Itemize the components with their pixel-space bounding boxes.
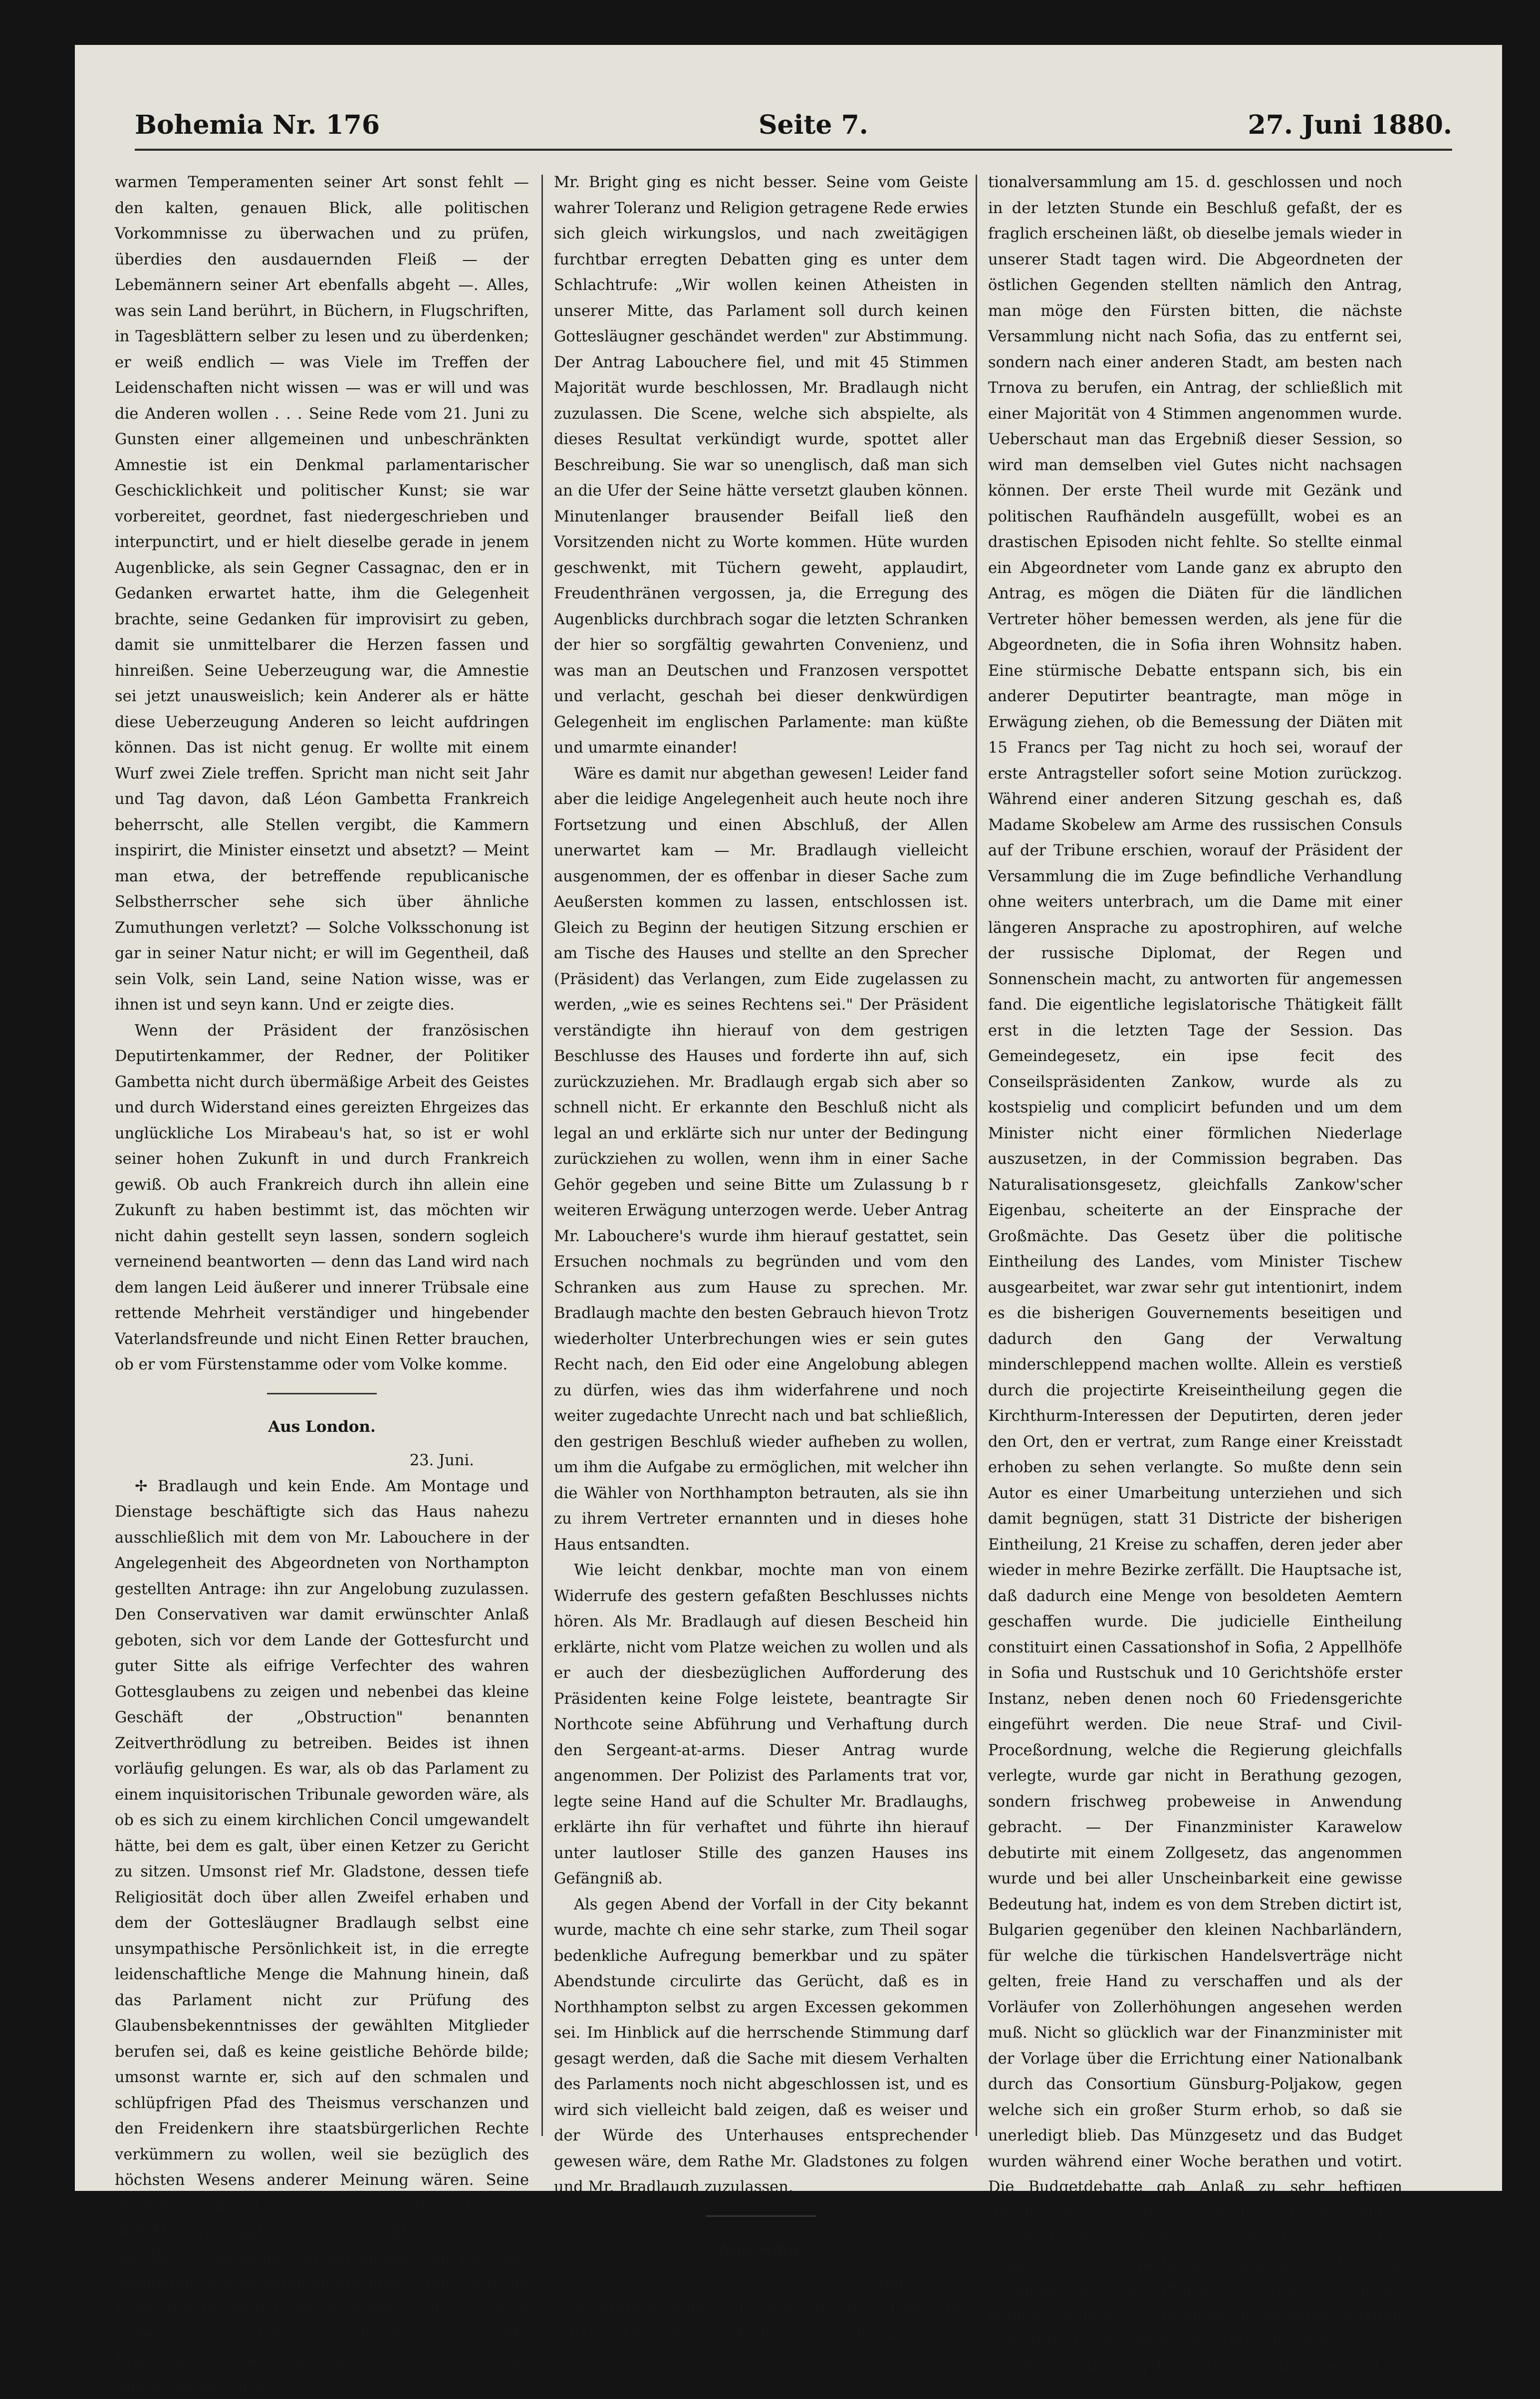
column-1: [115, 170, 529, 2395]
section-rule: [706, 2215, 816, 2217]
article-paragraph: Mr. Bright ging es nicht besser. Seine vom Geiste wahrer Toleranz und Religion getragene Rede erwies sich gleich wirkungslos, und nach zweitägigen furchtbar erregten Debatten ging es unter dem Schlachtrufe: „Wir wollen keinen Atheisten in unserer Mitte, das Parlament soll durch keinen Gottesläugner geschändet werden" zur Abstimmung. Der Antrag Labouchere fiel, und mit 45 Stimmen Majorität wurde beschlossen, Mr. Bradlaugh nicht zuzulassen. Die Scene, welche sich abspielte, als dieses Resultat verkündigt wurde, spottet aller Beschreibung. Sie war so unenglisch, daß man sich an die Ufer der Seine hätte versetzt glauben können. Minutenlanger brausender Beifall ließ den Vorsitzenden nicht zu Worte kommen. Hüte wurden geschwenkt, mit Tüchern geweht, applaudirt, Freudenthränen vergossen, ja, die Erregung des Augenblicks durchbrach sogar die letzten Schranken der hier so sorgfältig gewahrten Convenienz, und was man an Deutschen und Franzosen verspottet und verlacht, geschah bei dieser denkwürdigen Gelegenheit im englischen Parlamente: man küßte und umarmte einander!: [554, 174, 968, 757]
column-2: [554, 170, 968, 2343]
dateline: 23. Juni.: [409, 1452, 474, 1469]
article-paragraph: Wäre es damit nur abgethan gewesen! Leider fand aber die leidige Angelegenheit auch heute noch ihre Fortsetzung und einen Abschluß, der Allen unerwartet kam — Mr. Bradlaugh vielleicht ausgenommen, der es offenbar in dieser Sache zum Aeußersten kommen zu lassen, entschlossen ist. Gleich zu Beginn der heutigen Sitzung erschien er am Tische des Hauses und stellte an den Sprecher (Präsident) das Verlangen, zum Eide zugelassen zu werden, „wie es seines Rechtens sei." Der Präsident verständigte ihn hierauf von dem gestrigen Beschlusse des Hauses und forderte ihn auf, sich zurückzuziehen. Mr. Bradlaugh ergab sich aber so schnell nicht. Er erkannte den Beschluß nicht als legal an und erklärte sich nur unter der Bedingung zurückziehen zu wollen, wenn ihm in einer Sache Gehör gegeben und seine Bitte um Zulassung b r weiteren Erwägung unterzogen werde. Ueber Antrag Mr. Labouchere's wurde ihm hierauf gestattet, sein Ersuchen nochmals zu begründen und vom den Schranken aus zum Hause zu sprechen. Mr. Bradlaugh machte den besten Gebrauch hievon Trotz wiederholter Unterbrechungen wies er sein gutes Recht nach, den Eid oder eine Angelobung ablegen zu dürfen, wies das ihm widerfahrene und noch weiter zugedachte Unrecht nach und bat schließlich, den gestrigen Beschluß wieder aufheben zu wollen, um ihm die Aufgabe zu ermöglichen, mit welcher ihn die Wähler von Northhampton betrauten, als sie ihn zu ihrem Vertreter ernannten und in dieses hohe Haus entsandten.: [554, 765, 968, 1554]
column-3: [988, 170, 1402, 2376]
column-divider: [541, 175, 543, 2136]
masthead-issue: Bohemia Nr. 176: [135, 110, 380, 140]
article-paragraph: Wenn der Präsident der französischen Deputirtenkammer, der Redner, der Politiker Gambetta nicht durch übermäßige Arbeit des Geistes und durch Widerstand eines gereizten Ehrgeizes das unglückliche Los Mirabeau's hat, so ist er wohl seiner hohen Zukunft in und durch Frankreich gewiß. Ob auch Frankreich durch ihn allein eine Zukunft zu haben bestimmt ist, das möchten wir nicht dahin gestellt seyn lassen, sondern sogleich verneinend beantworten — denn das Land wird nach dem langen Leid äußerer und innerer Trübsale eine rettende Mehrheit verständiger und hingebender Vaterlandsfreunde und nicht Einen Retter brauchen, ob er vom Fürstenstamme oder vom Volke komme.: [115, 1022, 529, 1373]
section-heading-sofia: Aus Sofia.: [718, 2240, 804, 2258]
issue-date: 27. Juni 1880.: [1248, 110, 1452, 140]
article-paragraph: warmen Temperamenten seiner Art sonst fehlt — den kalten, genauen Blick, alle politischen Vorkommnisse zu überwachen und zu prüfen, überdies den ausdauernden Fleiß — der Lebemännern seiner Art ebenfalls abgeht —. Alles, was sein Land berührt, in Büchern, in Flugschriften, in Tagesblättern selber zu lesen und zu überdenken; er weiß endlich — was Viele im Treffen der Leidenschaften nicht wissen — was er will und was die Anderen wollen . . . Seine Rede vom 21. Juni zu Gunsten einer allgemeinen und unbeschränkten Amnestie ist ein Denkmal parlamentarischer Geschicklichkeit und politischer Kunst; sie war vorbereitet, geordnet, fast niedergeschrieben und interpunctirt, und er hielt dieselbe gerade in jenem Augenblicke, als sein Gegner Cassagnac, den er in Gedanken erwartet hatte, ihm die Gelegenheit brachte, seine Gedanken für improvisirt zu geben, damit sie unmittelbarer die Herzen fassen und hinreißen. Seine Ueberzeugung war, die Amnestie sei jetzt unausweislich; kein Anderer als er hätte diese Ueberzeugung Anderen so leicht aufdringen können. Das ist nicht genug. Er wollte mit einem Wurf zwei Ziele treffen. Spricht man nicht seit Jahr und Tag davon, daß Léon Gambetta Frankreich beherrscht, alle Stellen vergibt, die Kammern inspirirt, die Minister einsetzt und absetzt? — Meint man etwa, der betreffende republicanische Selbstherrscher sehe sich über ähnliche Zumuthungen verletzt? — Solche Volksschonung ist gar in seiner Natur nicht; er will im Gegentheil, daß sein Volk, sein Land, seine Nation wisse, was er ihnen ist und seyn kann. Und er zeigte dies.: [115, 174, 529, 1014]
section-heading-london: Aus London.: [268, 1417, 376, 1436]
page-number: Seite 7.: [759, 110, 868, 140]
article-paragraph: ✢ Bradlaugh und kein Ende. Am Montage und Dienstage beschäftigte sich das Haus nahezu ausschließlich mit dem von Mr. Labouchere in der Angelegenheit des Abgeordneten von Northampton gestellten Antrage: ihn zur Angelobung zuzulassen. Den Conservativen war damit erwünschter Anlaß geboten, sich vor dem Lande der Gottesfurcht und guter Sitte als eifrige Verfechter des wahren Gottesglaubens zu zeigen und nebenbei das kleine Geschäft der „Obstruction" benannten Zeitverthrödlung zu betreiben. Beides ist ihnen vorläufig gelungen. Es war, als ob das Parlament zu einem inquisitorischen Tribunale geworden wäre, als ob es sich zu einem kirchlichen Concil umgewandelt hätte, bei dem es galt, über einen Ketzer zu Gericht zu sitzen. Umsonst rief Mr. Gladstone, dessen tiefe Religiosität doch über allen Zweifel erhaben und dem der Gottesläugner Bradlaugh selbst eine unsympathische Persönlichkeit ist, in die erregte leidenschaftliche Menge die Mahnung hinein, daß das Parlament nicht zur Prüfung des Glaubensbekenntnisses der gewählten Mitglieder berufen sei, daß es keine geistliche Behörde bilde; umsonst warnte er, sich auf den schmalen und schlüpfrigen Pfad des Theismus verschanzen und den Freidenkern ihre staatsbürgerlichen Rechte verkümmern zu wollen, weil sie bezüglich des höchsten Wesens anderer Meinung wären. Seine Ausführungen und die von ihm verkündete Meinung, daß Mr. Bradlaugh vom Standpunkte des Gesetzes das Recht zuerkannt werden müsse, den Eid oder wenigstens die Angelobung abzulegen, hatte nur die Folge, daß die Wogen der religiösen Ereiferung noch höher gingen, und daß man Mr. Gladstone mit Mr. Bradlaugh in einen Topf warf und über beide das Anathema aussprach.: [115, 1477, 529, 2395]
page-header: [135, 95, 1452, 155]
article-paragraph: Als gegen Abend der Vorfall in der City bekannt wurde, machte ch eine sehr starke, zum Theil sogar bedenkliche Aufregung bemerkbar und zu später Abendstunde circulirte das Gerücht, daß es in Northhampton selbst zu argen Excessen gekommen sei. Im Hinblick auf die herrschende Stimmung darf gesagt werden, daß die Sache mit diesem Verhalten des Parlaments noch nicht abgeschlossen ist, und es wird sich vielleicht bald zeigen, daß es weiser und der Würde des Unterhauses entsprechender gewesen wäre, dem Rathe Mr. Gladstones zu folgen und Mr. Bradlaugh zuzulassen.: [554, 1895, 968, 2196]
newspaper-page: [75, 45, 1502, 2395]
column-divider: [976, 175, 977, 2136]
dateline: 18. Juni.: [848, 2274, 913, 2292]
section-rule: [267, 1393, 377, 1394]
article-paragraph: ✢ Mittelst eines aus Wien datirten Ukas des Fürsten Alexander wurde die bulgarische Na-: [554, 2300, 968, 2343]
article-paragraph: Wie leicht denkbar, mochte man von einem Widerrufe des gestern gefaßten Beschlusses nichts hören. Als Mr. Bradlaugh auf diesen Bescheid hin erklärte, nicht vom Platze weichen zu wollen und als er auch der diesbezüglichen Aufforderung des Präsidenten keine Folge leistete, beantragte Sir Northcote seine Abführung und Verhaftung durch den Sergeant-at-arms. Dieser Antrag wurde angenommen. Der Polizist des Parlaments trat vor, legte seine Hand auf die Schulter Mr. Bradlaughs, erklärte ihn für verhaftet und führte ihn hierauf unter lautloser Stille des ganzen Hauses ins Gefängniß ab.: [554, 1562, 968, 1887]
article-paragraph: tionalversammlung am 15. d. geschlossen und noch in der letzten Stunde ein Beschluß gefaßt, der es fraglich erscheinen läßt, ob dieselbe jemals wieder in unserer Stadt tagen wird. Die Abgeordneten der östlichen Gegenden stellten nämlich den Antrag, man möge den Fürsten bitten, die nächste Versammlung nicht nach Sofia, das zu entfernt sei, sondern nach einer anderen Stadt, am besten nach Trnova zu berufen, ein Antrag, der schließlich mit einer Majorität von 4 Stimmen angenommen wurde. Ueberschaut man das Ergebniß dieser Session, so wird man demselben viel Gutes nicht nachsagen können. Der erste Theil wurde mit Gezänk und politischen Raufhändeln ausgefüllt, wobei es an drastischen Episoden nicht fehlte. So stellte einmal ein Abgeordneter vom Lande ganz ex abrupto den Antrag, es mögen die Diäten für die ländlichen Vertreter höher bemessen werden, als jene für die Abgeordneten, die in Sofia ihren Wohnsitz haben. Eine stürmische Debatte entspann sich, bis ein anderer Deputirter beantragte, man möge in Erwägung ziehen, ob die Bemessung der Diäten mit 15 Francs per Tag nicht zu hoch sei, worauf der erste Antragsteller sofort seine Motion zurückzog. Während einer anderen Sitzung geschah es, daß Madame Skobelew am Arme des russischen Consuls auf der Tribune erschien, worauf der Präsident der Versammlung die im Zuge befindliche Verhandlung ohne weiters unterbrach, um die Dame mit einer längeren Ansprache zu apostrophiren, auf welche der russische Diplomat, der Regen und Sonnenschein macht, zu antworten für angemessen fand. Die eigentliche legislatorische Thätigkeit fällt erst in die letzten Tage der Session. Das Gemeindegesetz, ein ipse fecit des Conseilspräsidenten Zankow, wurde als zu kostspielig und complicirt befunden und um dem Minister nicht einer förmlichen Niederlage auszusetzen, in der Commission begraben. Das Naturalisationsgesetz, gleichfalls Zankow'scher Eigenbau, scheiterte an der Einsprache der Großmächte. Das Gesetz über die politische Eintheilung des Landes, vom Minister Tischew ausgearbeitet, war zwar sehr gut intentionirt, indem es die bisherigen Gouvernements beseitigen und dadurch den Gang der Verwaltung minderschleppend machen wollte. Allein es verstieß durch die projectirte Kreiseintheilung gegen die Kirchthurm-Interessen der Deputirten, deren jeder den Ort, den er vertrat, zum Range einer Kreisstadt erhoben zu sehen verlangte. So mußte denn sein Autor es einer Umarbeitung unterziehen und sich damit begnügen, statt 31 Districte der bisherigen Eintheilung, 21 Kreise zu schaffen, deren jeder aber wieder in mehre Bezirke zerfällt. Die Hauptsache ist, daß dadurch eine Menge von besoldeten Aemtern geschaffen wurde. Die judicielle Eintheilung constituirt einen Cassationshof in Sofia, 2 Appellhöfe in Sofia und Rustschuk und 10 Gerichtshöfe erster Instanz, neben denen noch 60 Friedensgerichte eingeführt werden. Die neue Straf- und Civil-Proceßordnung, welche die Regierung gleichfalls verlegte, wurde gar nicht in Berathung gezogen, sondern frischweg probeweise in Anwendung gebracht. — Der Finanzminister Karawelow debutirte mit einem Zollgesetz, das angenommen wurde und bei aller Unscheinbarkeit eine gewisse Bedeutung hat, indem es von dem Streben dictirt ist, Bulgarien gegenüber den kleinen Nachbarländern, für welche die türkischen Handelsverträge nicht gelten, freie Hand zu verschaffen und als der Vorläufer von Zollerhöhungen angesehen werden muß. Nicht so glücklich war der Finanzminister mit der Vorlage über die Errichtung einer Nationalbank durch das Consortium Günsburg-Poljakow, gegen welche sich ein großer Sturm erhob, so daß sie unerledigt blieb. Das Münzgesetz und das Budget wurden während einer Woche berathen und votirt. Die Budgetdebatte gab Anlaß zu sehr heftigen Recriminationen wegen der Berufung und Anstellung von Ausländern im bulgarischen Staatsdienst, und in Folge einer Interpellation Stambulews, die sich besonders mit der Affaire des Franzosen Hoché befaßte, stellten 25 Mitglieder in geheimer Sitzung den Antrag, den ehemaligen Minister Ratschowits, der diese Anstellung durchführte, in Anklagestand: [988, 174, 1402, 2376]
header-rule: [135, 149, 1452, 151]
